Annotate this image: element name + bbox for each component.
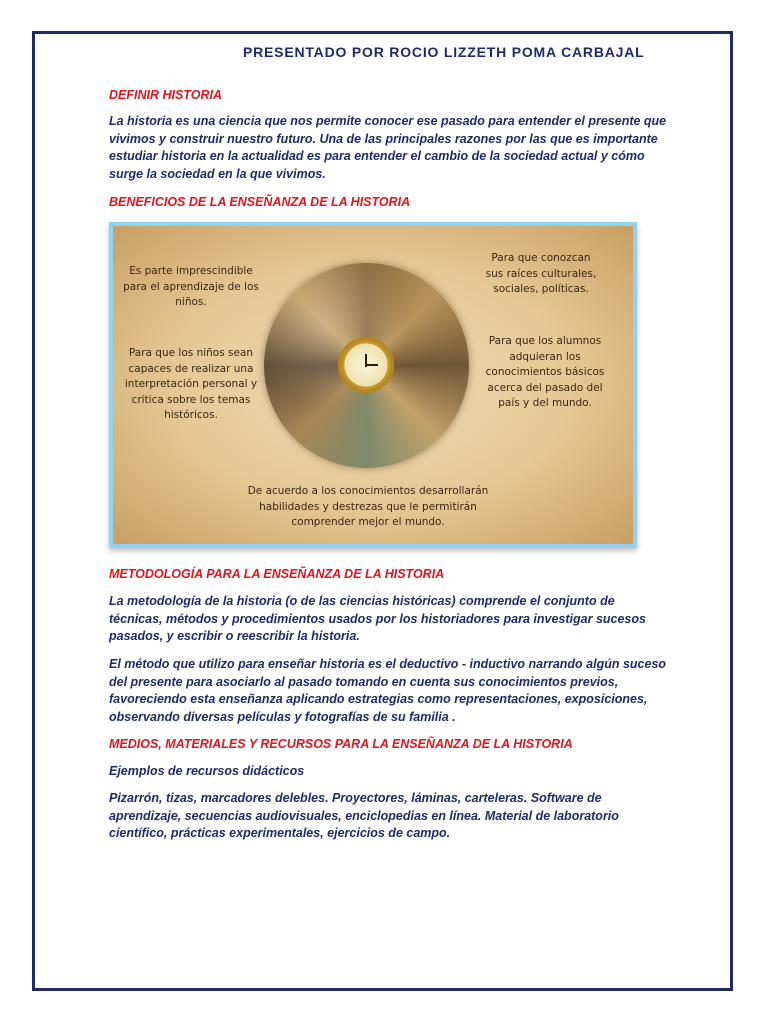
figure-text-right-bottom: Para que los alumnos adquieran los conocimientos básicos acerca del pasado del país y del mundo.: [485, 335, 605, 409]
figure-text-left-top: Es parte imprescindible para el aprendizaje de los niños.: [123, 265, 259, 308]
paragraph-metodologia-2: El método que utilizo para enseñar historia es el deductivo - inductivo narrando algún suceso del presente para asociarlo al pasado tomando en cuenta sus conocimientos previos, favoreciendo esta enseñanza aplicando estrategias como representaciones, exposiciones, observando diversas películas y fotografías de su familia .: [109, 657, 667, 724]
paragraph-recursos: Pizarrón, tizas, marcadores delebles. Proyectores, láminas, carteleras. Software de aprendizaje, secuencias audiovisuales, enciclopedias en línea. Material de laboratorio científico, prácticas experimentales, ejercicios de campo.: [109, 791, 619, 840]
author-line: PRESENTADO POR ROCIO LIZZETH POMA CARBAJAL: [243, 44, 645, 60]
figure-text-right-top: Para que conozcan sus raíces culturales, sociales, políticas.: [485, 252, 597, 295]
heading-medios: MEDIOS, MATERIALES Y RECURSOS PARA LA ENSEÑANZA DE LA HISTORIA: [109, 737, 573, 751]
heading-definir-historia: DEFINIR HISTORIA: [109, 88, 222, 102]
figure-text-bottom: De acuerdo a los conocimientos desarrollarán habilidades y destrezas que le permitirán comprender mejor el mundo.: [247, 485, 489, 528]
paragraph-definicion: La historia es una ciencia que nos permite conocer ese pasado para entender el presente que vivimos y construir nuestro futuro. Una de las principales razones por las que es importante estudiar historia en la actualidad es para entender el cambio de la sociedad actual y cómo surge la sociedad en la que vivimos.: [109, 114, 667, 181]
clock-icon: [338, 337, 394, 393]
subheading-recursos: Ejemplos de recursos didácticos: [109, 764, 305, 778]
paragraph-metodologia-1: La metodología de la historia (o de las ciencias históricas) comprende el conjunto de técnicas, métodos y procedimientos usados por los historiadores para investigar sucesos pasados, y escribir o reescribir la historia.: [109, 594, 646, 643]
heading-beneficios: BENEFICIOS DE LA ENSEÑANZA DE LA HISTORIA: [109, 195, 411, 209]
heading-metodologia: METODOLOGÍA PARA LA ENSEÑANZA DE LA HISTORIA: [109, 567, 445, 581]
history-collage-circle: [264, 263, 469, 468]
benefits-illustration: [109, 222, 637, 548]
figure-text-left-bottom: Para que los niños sean capaces de realizar una interpretación personal y critica sobre los temas históricos.: [124, 347, 258, 421]
